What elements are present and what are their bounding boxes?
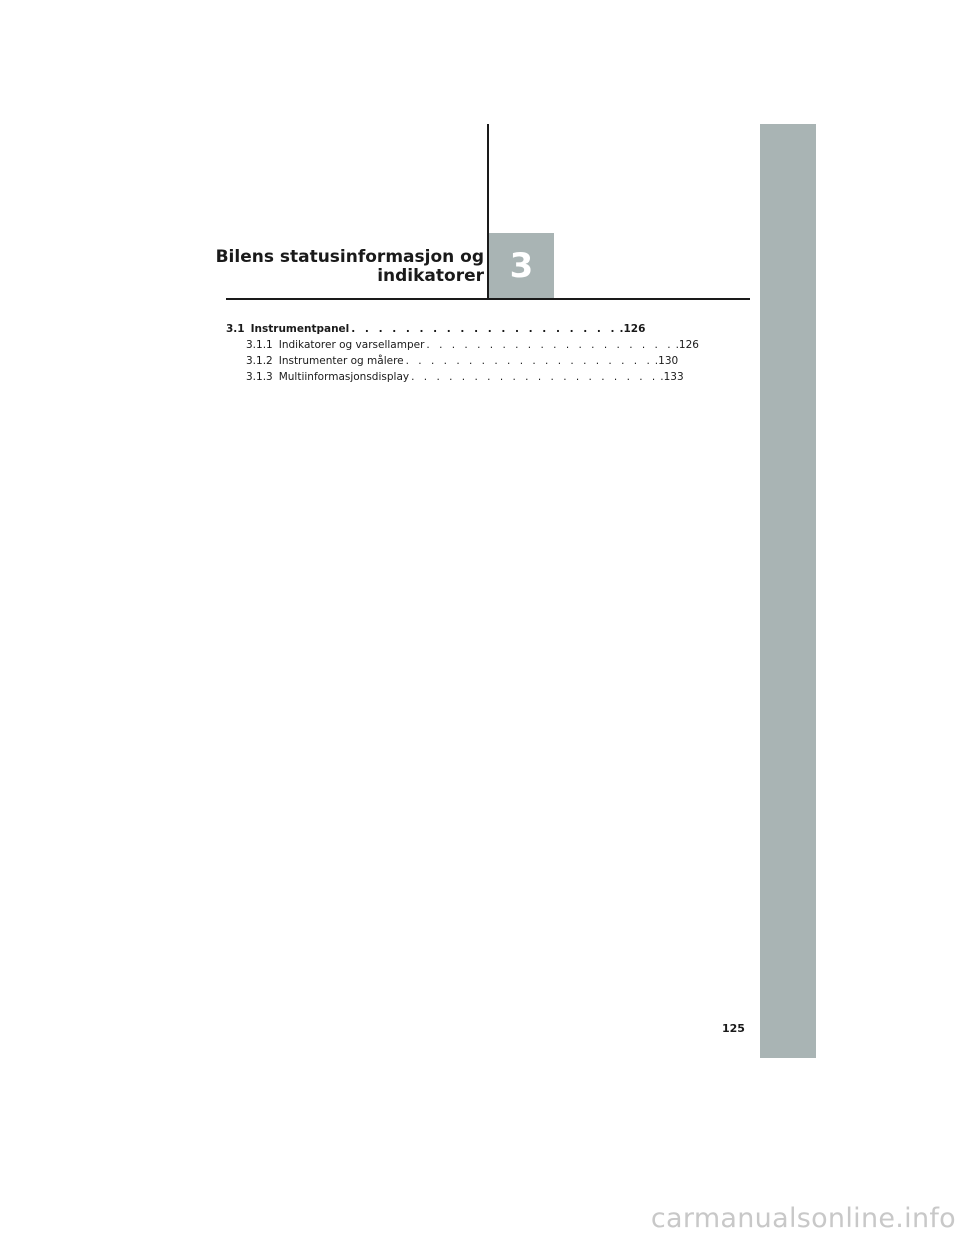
toc-entry-label: Multiinformasjonsdisplay — [278, 371, 410, 383]
toc-entry-page: .130 — [654, 355, 679, 367]
chapter-title-line1: Bilens statusinformasjon og — [215, 247, 484, 267]
toc-leader-dots: . . . . . . . . . . . . . . . . . . . . — [351, 323, 618, 335]
toc-entry-number: 3.1 — [226, 323, 245, 335]
toc-entry-label: Instrumenter og målere — [278, 355, 404, 367]
toc-entry-label: Indikatorer og varsellamper — [278, 339, 425, 351]
watermark-text: carmanualsonline.info — [650, 1203, 956, 1234]
toc-entry-sub[interactable] — [226, 337, 699, 353]
table-of-contents — [226, 321, 699, 385]
toc-entry-page: .126 — [619, 323, 646, 335]
toc-leader-dots: . . . . . . . . . . . . . . . . . . . . — [411, 371, 659, 383]
toc-leader-dots: . . . . . . . . . . . . . . . . . . . . — [405, 355, 653, 367]
toc-entry-label: Instrumentpanel — [250, 323, 350, 335]
toc-entry-number: 3.1.1 — [246, 339, 273, 351]
horizontal-divider — [226, 298, 750, 300]
chapter-title-line2: indikatorer — [377, 266, 484, 286]
toc-entry-page: .133 — [660, 371, 684, 383]
page-number: 125 — [722, 1022, 745, 1035]
toc-entry-number: 3.1.2 — [246, 355, 273, 367]
chapter-number-box — [489, 233, 554, 298]
chapter-title — [216, 248, 484, 286]
toc-entry-number: 3.1.3 — [246, 371, 273, 383]
chapter-number: 3 — [509, 245, 534, 286]
toc-entry-main[interactable] — [226, 321, 646, 337]
side-chapter-tab — [760, 124, 816, 1058]
toc-leader-dots: . . . . . . . . . . . . . . . . . . . . — [426, 339, 674, 351]
toc-entry-sub[interactable] — [226, 369, 684, 385]
toc-entry-sub[interactable] — [226, 353, 679, 369]
toc-entry-page: .126 — [675, 339, 699, 351]
